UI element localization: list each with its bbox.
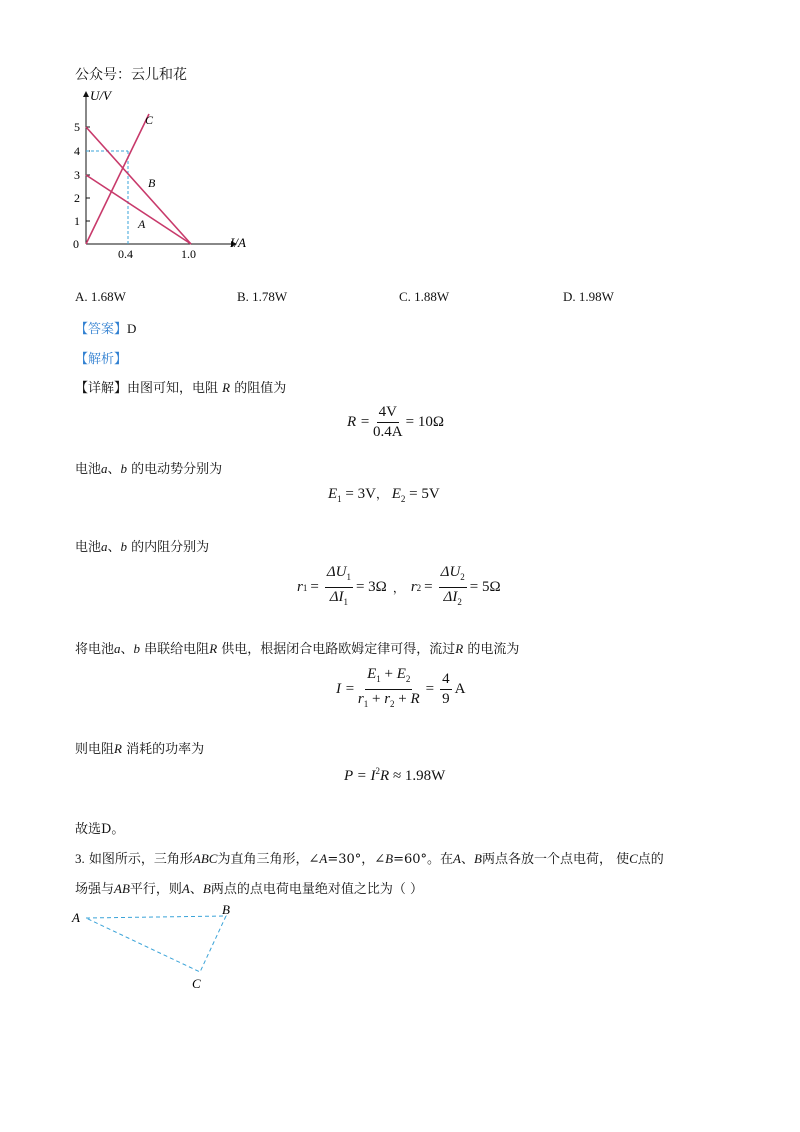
detail-line-2: 电池a、b 的电动势分别为 xyxy=(75,461,223,477)
origin-label: 0 xyxy=(73,237,79,251)
detail-line-4: 将电池a、b 串联给电阻R 供电，根据闭合电路欧姆定律可得，流过R 的电流为 xyxy=(75,641,520,657)
option-c: C. 1.88W xyxy=(399,289,450,304)
analysis-tag: 【解析】 xyxy=(75,352,128,367)
answer-value: D xyxy=(127,321,137,336)
equation-power: $P = I^2R \approx 1.98W$ xyxy=(344,766,446,784)
y-tick-label: 3 xyxy=(74,168,80,182)
option-a: A. 1.68W xyxy=(75,289,126,304)
vertex-label-a: A xyxy=(72,910,80,925)
y-axis-label: U/V xyxy=(90,88,111,103)
y-tick-label: 5 xyxy=(74,120,80,134)
line-label-a: A xyxy=(138,217,146,231)
option-b: B. 1.78W xyxy=(237,289,288,304)
equation-emf: $E_1 = 3V$， $E_2 = 5V$ xyxy=(328,486,440,504)
line-label-b: B xyxy=(148,176,156,190)
answer-tag: 【答案】 xyxy=(75,322,128,337)
vertex-label-c: C xyxy=(192,976,201,991)
y-tick-label: 1 xyxy=(74,214,80,228)
line-label-c: C xyxy=(145,113,154,127)
account-watermark: 公众号：云儿和花 xyxy=(75,67,187,83)
detail-line-1: 【详解】由图可知，电阻 R 的阻值为 xyxy=(75,380,287,396)
detail-line-5: 则电阻R 消耗的功率为 xyxy=(75,741,205,757)
ui-graph xyxy=(60,86,260,266)
option-d: D. 1.98W xyxy=(563,289,614,304)
x-tick-label: 0.4 xyxy=(118,247,133,261)
conclusion: 故选D。 xyxy=(75,822,125,837)
equation-current: I = $\frac{E_1 + E_2}{r_1 + r_2 + R}$ = $\frac{4}{9}$ A xyxy=(336,666,466,709)
question-3-line-1: 3. 如图所示，三角形ABC为直角三角形，∠A=30°，∠B=60°。在A、B两点各放一个点电荷， 使C点的 xyxy=(75,851,664,867)
vertex-label-b: B xyxy=(222,902,230,917)
equation-resistance: R = $\frac{4V}{0.4A}$ = 10Ω xyxy=(347,404,444,440)
x-tick-label: 1.0 xyxy=(181,247,196,261)
y-tick-label: 4 xyxy=(74,144,80,158)
equation-internal-resistance: r 1 = $\frac{\Delta U_1}{\Delta I_1}$ = 3Ω ， r 2 = $\frac{\Delta U_2}{\Delta I_2}$ = 5Ω xyxy=(297,564,501,607)
answer-line xyxy=(75,318,136,337)
triangle-figure xyxy=(68,902,248,992)
x-axis-label: I/A xyxy=(230,235,246,250)
detail-line-3: 电池a、b 的内阻分别为 xyxy=(75,539,210,555)
y-tick-label: 2 xyxy=(74,191,80,205)
question-3-line-2: 场强与AB平行，则A、B两点的点电荷电量绝对值之比为（ ） xyxy=(75,881,423,897)
triangle-abc xyxy=(86,916,226,972)
